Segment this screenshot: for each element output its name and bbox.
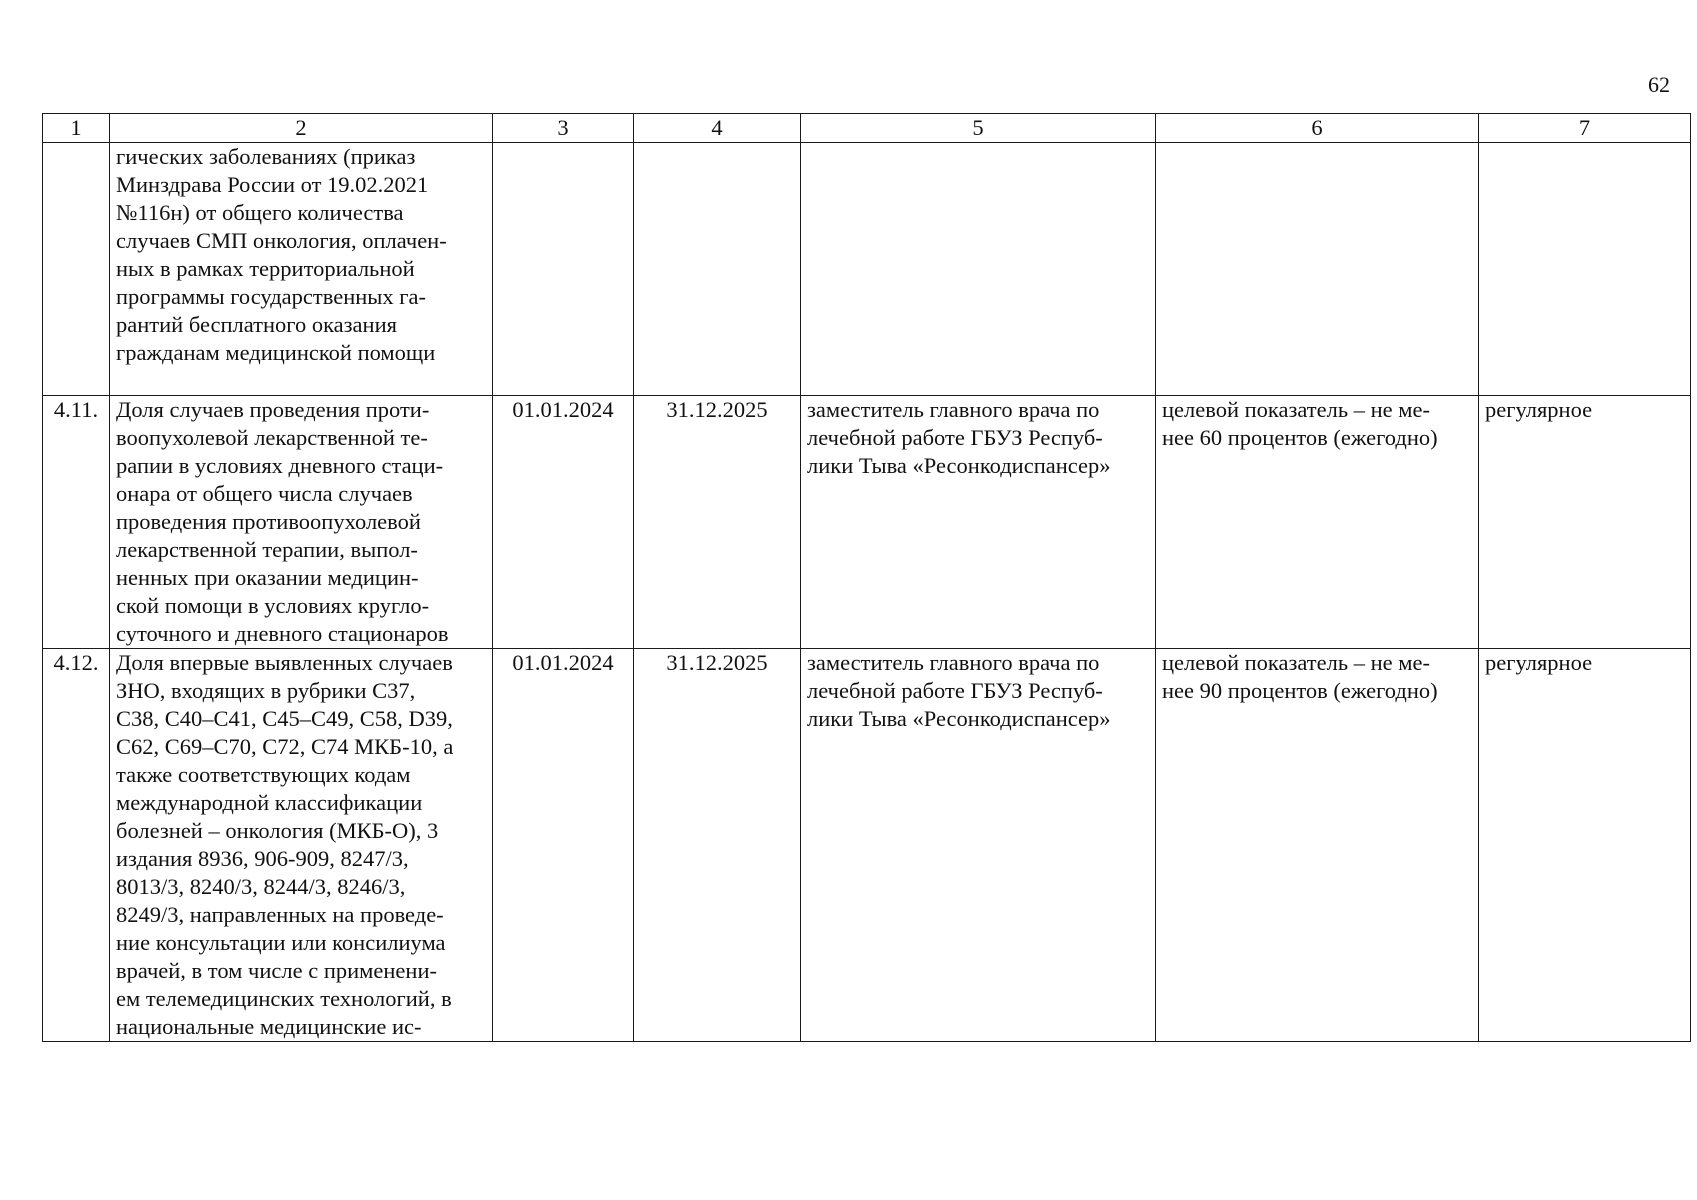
description-line: рапии в условиях дневного стаци-: [116, 453, 444, 478]
description-line: ненных при оказании медицин-: [116, 565, 419, 590]
row-description: [110, 396, 493, 649]
column-number-row: [43, 114, 1691, 143]
description-line: врачей, в том числе с применени-: [116, 958, 437, 983]
responsible-line: лечебной работе ГБУЗ Респуб-: [807, 425, 1103, 450]
table-row: [43, 143, 1691, 396]
responsible-line: лечебной работе ГБУЗ Респуб-: [807, 678, 1103, 703]
column-number-7: 7: [1479, 114, 1691, 143]
row-number: 4.11.: [43, 396, 110, 649]
end-date: 31.12.2025: [634, 396, 801, 649]
description-line: международной классификации: [116, 790, 423, 815]
indicator: [1156, 143, 1479, 396]
description-line: ской помощи в условиях кругло-: [116, 593, 430, 618]
description-line: онара от общего числа случаев: [116, 481, 413, 506]
indicator-line: нее 60 процентов (ежегодно): [1162, 425, 1438, 450]
indicator: [1156, 396, 1479, 649]
description-line: Доля случаев проведения проти-: [116, 397, 430, 422]
table-row: [43, 396, 1691, 649]
indicator-line: целевой показатель – не ме-: [1162, 650, 1430, 675]
measure-type: [1479, 143, 1691, 396]
description-line: 8013/3, 8240/3, 8244/3, 8246/3,: [116, 874, 406, 899]
description-line: ем телемедицинских технологий, в: [116, 986, 452, 1011]
table-row: [43, 649, 1691, 1042]
start-date: [493, 143, 634, 396]
indicator-line: целевой показатель – не ме-: [1162, 397, 1430, 422]
description-line: №116н) от общего количества: [116, 200, 404, 225]
description-line: проведения противоопухолевой: [116, 509, 421, 534]
column-number-5: 5: [801, 114, 1156, 143]
responsible-line: заместитель главного врача по: [807, 650, 1100, 675]
indicator: [1156, 649, 1479, 1042]
responsible: [801, 143, 1156, 396]
description-line: ЗНО, входящих в рубрики С37,: [116, 678, 416, 703]
row-number: 4.12.: [43, 649, 110, 1042]
description-line: издания 8936, 906-909, 8247/3,: [116, 846, 409, 871]
column-number-4: 4: [634, 114, 801, 143]
description-line: ных в рамках территориальной: [116, 256, 415, 281]
responsible-line: лики Тыва «Ресонкодиспансер»: [807, 453, 1111, 478]
column-number-1: 1: [43, 114, 110, 143]
responsible-line: заместитель главного врача по: [807, 397, 1100, 422]
description-line: гражданам медицинской помощи: [116, 340, 436, 365]
description-line: лекарственной терапии, выпол-: [116, 537, 418, 562]
column-number-2: 2: [110, 114, 493, 143]
description-line: Минздрава России от 19.02.2021: [116, 172, 429, 197]
description-line: болезней – онкология (МКБ-О), 3: [116, 818, 439, 843]
start-date: 01.01.2024: [493, 649, 634, 1042]
responsible: [801, 649, 1156, 1042]
description-line: гических заболеваниях (приказ: [116, 144, 416, 169]
description-line: воопухолевой лекарственной те-: [116, 425, 428, 450]
description-line: рантий бесплатного оказания: [116, 312, 397, 337]
column-number-3: 3: [493, 114, 634, 143]
responsible: [801, 396, 1156, 649]
row-number: [43, 143, 110, 396]
measure-type: регулярное: [1479, 396, 1691, 649]
column-number-6: 6: [1156, 114, 1479, 143]
end-date: 31.12.2025: [634, 649, 801, 1042]
measure-type: регулярное: [1479, 649, 1691, 1042]
description-line: национальные медицинские ис-: [116, 1014, 422, 1039]
description-line: С38, С40–С41, С45–С49, С58, D39,: [116, 706, 453, 731]
responsible-line: лики Тыва «Ресонкодиспансер»: [807, 706, 1111, 731]
indicator-line: нее 90 процентов (ежегодно): [1162, 678, 1438, 703]
row-description: [110, 143, 493, 396]
description-line: программы государственных га-: [116, 284, 426, 309]
page-number: 62: [1648, 72, 1670, 97]
description-line: Доля впервые выявленных случаев: [116, 650, 453, 675]
description-line: суточного и дневного стационаров: [116, 621, 449, 646]
end-date: [634, 143, 801, 396]
description-line: С62, С69–С70, С72, С74 МКБ-10, а: [116, 734, 454, 759]
row-description: [110, 649, 493, 1042]
description-line: случаев СМП онкология, оплачен-: [116, 228, 447, 253]
measures-table: [42, 113, 1691, 1042]
description-line: ние консультации или консилиума: [116, 930, 446, 955]
description-line: также соответствующих кодам: [116, 762, 411, 787]
description-line: 8249/3, направленных на проведе-: [116, 902, 444, 927]
start-date: 01.01.2024: [493, 396, 634, 649]
